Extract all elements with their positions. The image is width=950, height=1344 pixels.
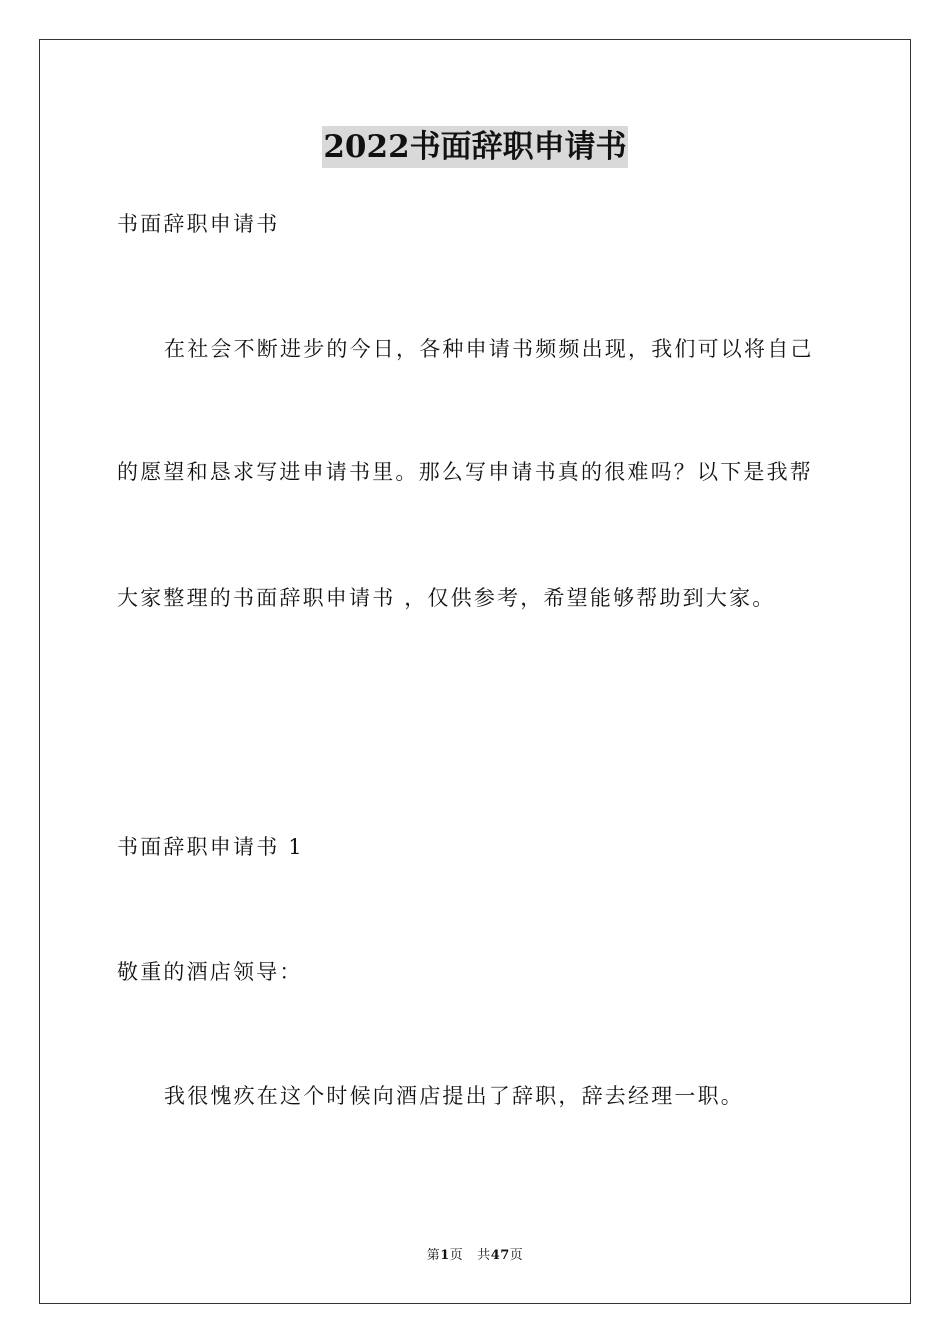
page-footer [0,1247,950,1265]
intro-line-3: 大家整理的书面辞职申请书 ，仅供参考，希望能够帮助到大家。 [117,586,776,610]
footer-page-number: 1 [440,1248,450,1263]
footer-total-prefix: 共 [477,1248,491,1263]
footer-total-pages: 47 [490,1248,510,1263]
title-container [0,126,950,168]
document-subtitle: 书面辞职申请书 [117,212,280,236]
footer-page-prefix: 第 [426,1248,441,1263]
intro-line-2: 的愿望和恳求写进申请书里。那么写申请书真的很难吗？以下是我帮 [117,460,813,484]
section-heading: 书面辞职申请书 1 [117,835,304,859]
body-line-1: 我很愧疚在这个时候向酒店提出了辞职，辞去经理一职。 [164,1084,744,1108]
salutation: 敬重的酒店领导： [117,960,303,984]
intro-line-1: 在社会不断进步的今日，各种申请书频频出现，我们可以将自己 [164,337,814,361]
document-title: 2022书面辞职申请书 [322,126,627,168]
footer-total-suffix: 页 [509,1248,524,1263]
footer-page-suffix: 页 [449,1248,464,1263]
